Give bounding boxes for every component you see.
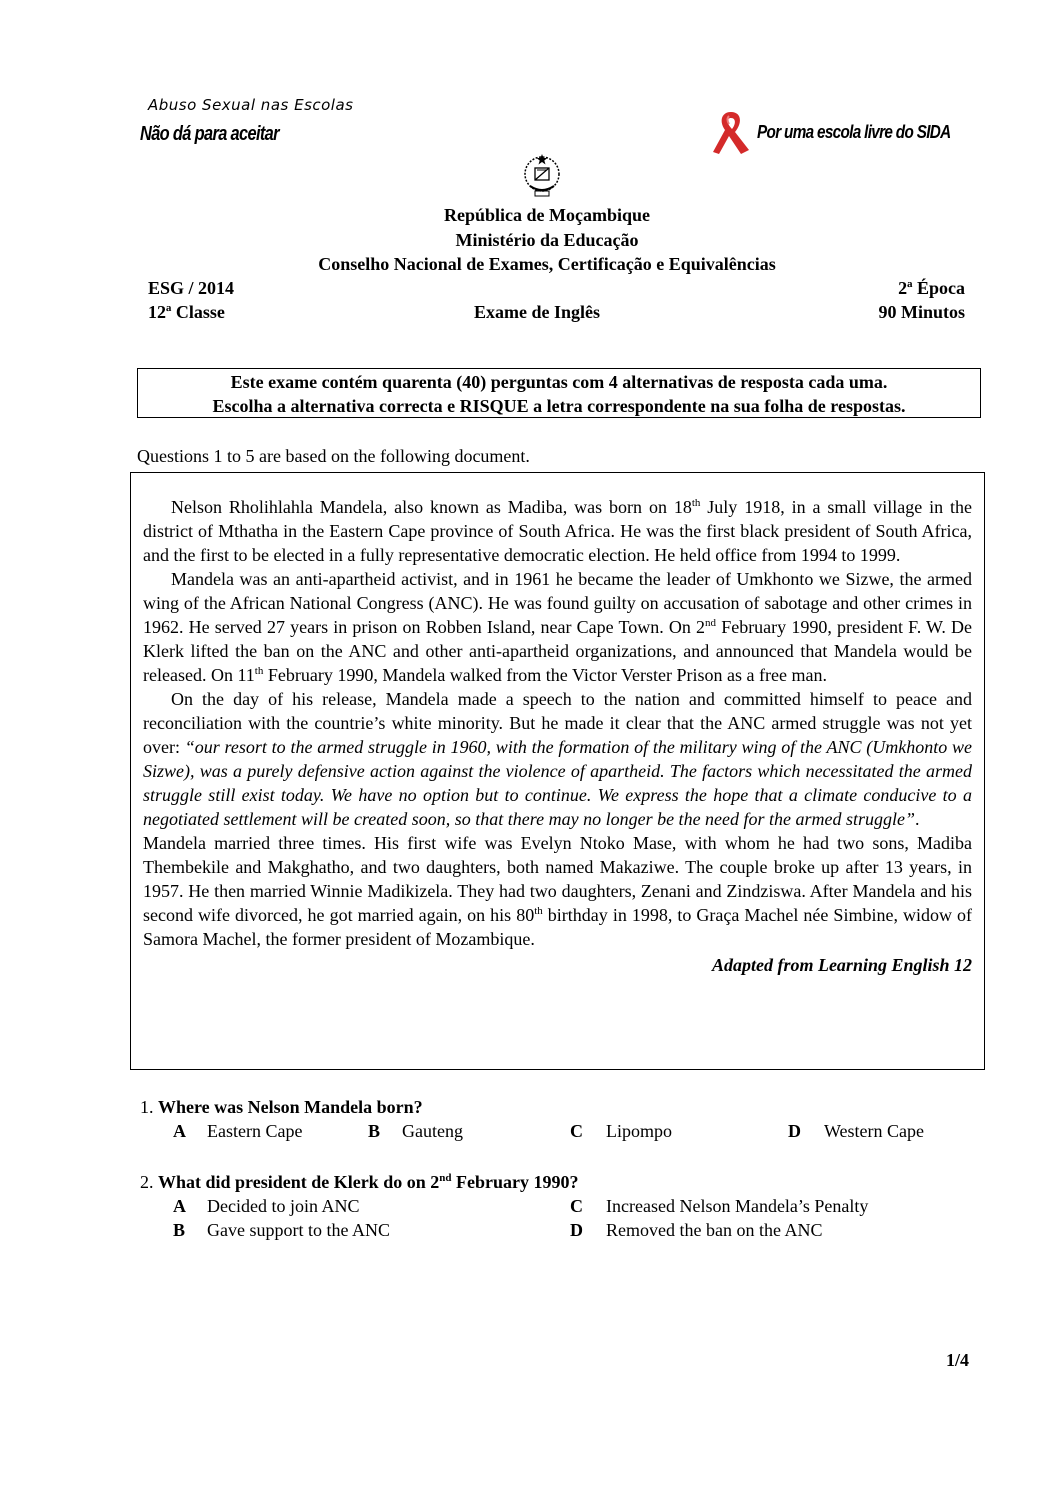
mandela-quote: “our resort to the armed struggle in 1960, with the formation of the military wing of the ANC (Umkhonto we Sizwe), was a purely defensive action against the violence of apartheid. The factors which necessitated the armed struggle still exist today. We have no option but to continue. We express the hope that a climate conducive to a negotiated settlement will be created soon, so that there may no longer be the need for the armed struggle” [143,737,972,829]
passage-paragraph-2: Mandela was an anti-apartheid activist, and in 1961 he became the leader of Umkhonto we Sizwe, the armed wing of the African National Congress (ANC). He was found guilty on accusation of sabotage and other crimes in 1962. He served 27 years in prison on Robben Island, near Cape Town. On 2nd February 1990, president F. W. De Klerk lifted the ban on the ANC and other anti-apartheid organizations, and announced that Mandela would be released. On 11th February 1990, Mandela walked from the Victor Verster Prison as a free man. [143,569,973,685]
question-text: What did president de Klerk do on 2nd February 1990? [158,1172,579,1192]
q2-option-b[interactable]: B Gave support to the ANC [173,1220,390,1240]
republic-title: República de Moçambique [443,205,650,225]
question-2 [140,1172,578,1193]
instructions-line-1: Este exame contém quarenta (40) perguntas com 4 alternativas de resposta cada uma. [230,372,888,392]
passage-source: Adapted from Learning English 12 [711,955,972,975]
red-ribbon-icon [705,108,757,158]
page-number: 1/4 [946,1350,970,1370]
aids-slogan-banner [705,108,995,158]
mozambique-coat-of-arms-icon [516,150,568,202]
q1-option-d[interactable]: D Western Cape [788,1121,925,1141]
aids-slogan: Por uma escola livre do SIDA [757,122,951,142]
passage-paragraph-4: Mandela married three times. His first wife was Evelyn Ntoko Mase, with whom he had two sons, Madiba Thembekile and Makghatho, and two daughters, both named Makaziwe. The couple broke up after 13 years, in 1957. He then married Winnie Madikizela. They had two daughters, Zenani and Zindziswa. After Mandela and his second wife divorced, he got married again, on his 80th birthday in 1998, to Graça Machel née Simbine, widow of Samora Machel, the former president of Mozambique. [143,833,972,949]
council-title: Conselho Nacional de Exames, Certificação e Equivalências [318,254,776,274]
question-1 [140,1097,423,1118]
q1-option-b[interactable]: B Gauteng [368,1121,463,1141]
q2-option-a[interactable]: A Decided to join ANC [173,1196,360,1216]
exam-code: ESG / 2014 [148,278,235,298]
q1-option-a[interactable]: A Eastern Cape [173,1121,303,1141]
passage-intro: Questions 1 to 5 are based on the following document. [137,446,530,466]
slogan-main: Não dá para aceitar [140,123,279,145]
q2-option-d[interactable]: D Removed the ban on the ANC [570,1220,823,1240]
passage-paragraph-1: Nelson Rholihlahla Mandela, also known as Madiba, was born on 18th July 1918, in a small village in the district of Mthatha in the Eastern Cape province of South Africa. He was the first black president of South Africa, and the first to be elected in a fully representative democratic election. He held office from 1994 to 1999. [143,497,973,565]
slogan-top: Abuso Sexual nas Escolas [148,96,354,114]
exam-duration: 90 Minutos [878,302,965,322]
exam-title: Exame de Inglês [474,302,600,322]
instructions-line-2: Escolha a alternativa correcta e RISQUE a letra correspondente na sua folha de respostas. [212,396,906,416]
grade: 12ª Classe [148,302,225,322]
instructions-box [137,368,981,418]
passage-paragraph-3: On the day of his release, Mandela made a speech to the nation and committed himself to peace and reconciliation with the countrie’s white minority. But he made it clear that the ANC armed struggle was not yet over: “our resort to the armed struggle in 1960, with the formation of the military wing of the ANC (Umkhonto we Sizwe), was a purely defensive action against the violence of apartheid. The factors which necessitated the armed struggle still exist today. We have no option but to continue. We express the hope that a climate conducive to a negotiated settlement will be created soon, so that there may no longer be the need for the armed struggle”. [143,689,972,829]
question-number: 2. [140,1172,154,1192]
q1-option-c[interactable]: C Lipompo [570,1121,672,1141]
question-text: Where was Nelson Mandela born? [158,1097,423,1117]
q2-option-c[interactable]: C Increased Nelson Mandela’s Penalty [570,1196,869,1216]
question-number: 1. [140,1097,154,1117]
ministry-title: Ministério da Educação [455,230,639,250]
exam-season: 2ª Época [898,278,965,298]
reading-passage [130,472,985,1070]
